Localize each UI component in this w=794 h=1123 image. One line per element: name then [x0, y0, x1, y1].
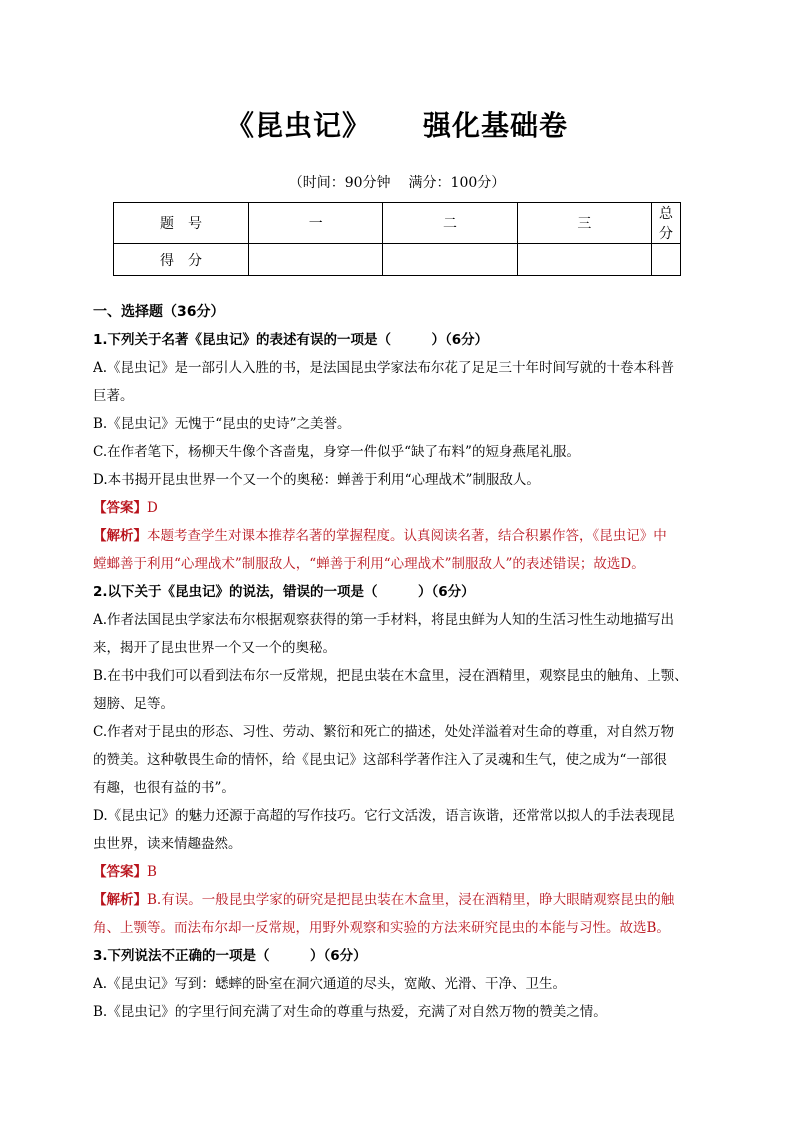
exam-info — [0, 172, 794, 192]
option-line: 虫世界，读来情趣盎然。 — [93, 836, 242, 852]
section-heading: 一、选择题（36分） — [93, 304, 225, 320]
page-title — [0, 104, 794, 144]
score-header-cell: 总 分 — [651, 203, 680, 244]
score-row-label: 得 分 — [114, 244, 249, 276]
analysis-line: 螳螂善于利用“心理战术”制服敌人，“蝉善于利用“心理战术”制服敌人”的表述错误；故选D。 — [93, 556, 645, 572]
analysis-tag: 【解析】 — [93, 892, 147, 908]
question-stem: 3.下列说法不正确的一项是（ ）（6分） — [93, 948, 367, 964]
option-line: 的赞美。这种敬畏生命的情怀，给《昆虫记》这部科学著作注入了灵魂和生气，使之成为“一部很 — [93, 752, 667, 768]
score-cell — [517, 244, 651, 276]
option-line: C.在作者笔下，杨柳天牛像个吝啬鬼，身穿一件似乎“缺了布料”的短身燕尾礼服。 — [93, 444, 580, 460]
score-table — [113, 202, 687, 276]
answer-value: D — [147, 500, 158, 516]
analysis-line — [93, 886, 701, 914]
option-line: A.《昆虫记》是一部引人入胜的书，是法国昆虫学家法布尔花了足足三十年时间写就的十卷本科普 — [93, 360, 675, 376]
option-line: D.《昆虫记》的魅力还源于高超的写作技巧。它行文活泼，语言诙谐，还常常以拟人的手法表现昆 — [93, 808, 675, 824]
option-line: 有趣，也很有益的书”。 — [93, 780, 235, 796]
answer-tag: 【答案】 — [93, 864, 147, 880]
option-line: A.《昆虫记》写到：蟋蟀的卧室在洞穴通道的尽头，宽敞、光滑、干净、卫生。 — [93, 976, 567, 992]
analysis-line — [93, 522, 701, 550]
answer-value: B — [147, 864, 157, 880]
analysis-line: 角、上颚等。而法布尔却一反常规，用野外观察和实验的方法来研究昆虫的本能与习性。故选B。 — [93, 920, 670, 936]
option-line: C.作者对于昆虫的形态、习性、劳动、繁衍和死亡的描述，处处洋溢着对生命的尊重，对自然万物 — [93, 724, 675, 740]
option-line: 来，揭开了昆虫世界一个又一个的奥秘。 — [93, 640, 336, 656]
option-line: A.作者法国昆虫学家法布尔根据观察获得的第一手材料，将昆虫鲜为人知的生活习性生动地描写出 — [93, 612, 675, 628]
option-line: B.《昆虫记》的字里行间充满了对生命的尊重与热爱，充满了对自然万物的赞美之情。 — [93, 1004, 607, 1020]
answer-line — [93, 494, 701, 522]
question-stem: 1.下列关于名著《昆虫记》的表述有误的一项是（ ）（6分） — [93, 332, 489, 348]
score-cell — [651, 244, 680, 276]
analysis-text: 本题考查学生对课本推荐名著的掌握程度。认真阅读名著，结合积累作答，《昆虫记》中 — [147, 528, 667, 544]
exam-full-score: 满分：100分） — [408, 175, 506, 191]
question-stem: 2.以下关于《昆虫记》的说法，错误的一项是（ ）（6分） — [93, 584, 475, 600]
score-header-cell: 三 — [517, 203, 651, 244]
score-cell — [249, 244, 383, 276]
option-line: 巨著。 — [93, 388, 134, 404]
exam-content — [93, 298, 701, 1026]
option-line: D.本书揭开昆虫世界一个又一个的奥秘：蝉善于利用“心理战术”制服敌人。 — [93, 472, 540, 488]
option-line: B.《昆虫记》无愧于“昆虫的史诗”之美誉。 — [93, 416, 351, 432]
score-table-header-row — [114, 203, 681, 244]
analysis-tag: 【解析】 — [93, 528, 147, 544]
score-header-cell: 题 号 — [114, 203, 249, 244]
analysis-text: B.有误。一般昆虫学家的研究是把昆虫装在木盒里，浸在酒精里，睁大眼睛观察昆虫的触 — [147, 892, 675, 908]
exam-time: （时间：90分钟 — [288, 175, 391, 191]
answer-line — [93, 858, 701, 886]
answer-tag: 【答案】 — [93, 500, 147, 516]
title-book: 《昆虫记》 — [225, 109, 371, 142]
title-subject: 强化基础卷 — [423, 109, 569, 142]
score-cell — [383, 244, 517, 276]
option-line: 翅膀、足等。 — [93, 696, 174, 712]
score-header-cell: 二 — [383, 203, 517, 244]
score-table-row — [114, 244, 681, 276]
option-line: B.在书中我们可以看到法布尔一反常规，把昆虫装在木盒里，浸在酒精里，观察昆虫的触角、上颚、 — [93, 668, 688, 684]
score-header-cell: 一 — [249, 203, 383, 244]
